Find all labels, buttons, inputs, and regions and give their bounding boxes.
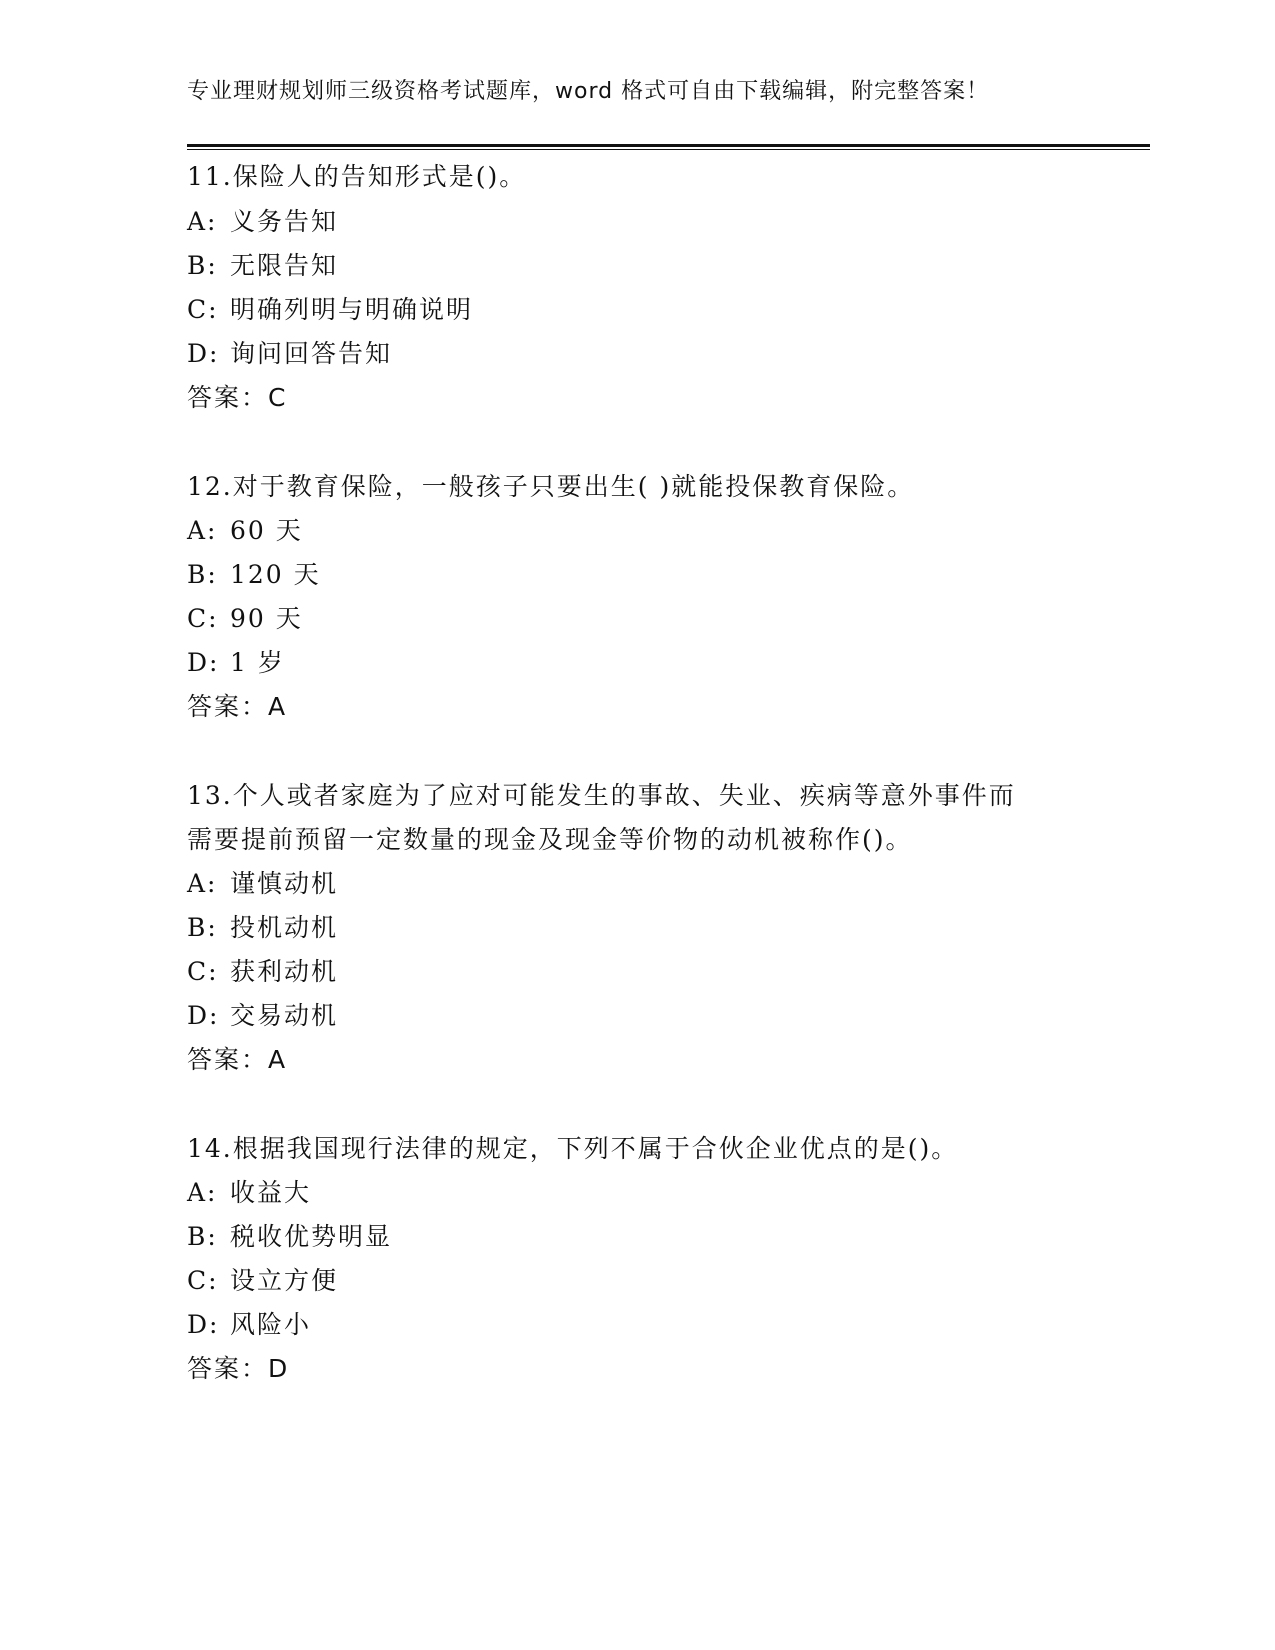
option-text: 税收优势明显 [230,1222,393,1251]
question-12-option-b [187,560,321,590]
option-key: D: [187,339,220,368]
question-11-option-b [187,251,338,281]
option-text: 谨慎动机 [230,869,339,898]
question-11-stem: 11.保险人的告知形式是()。 [187,162,527,191]
question-11-option-a [187,207,338,237]
option-text: 90 天 [230,604,303,633]
question-14-answer: 答案：D [187,1354,290,1383]
option-text: 交易动机 [230,1001,339,1030]
question-13-answer: 答案：A [187,1045,288,1074]
option-key: B: [187,1222,218,1251]
option-text: 设立方便 [230,1266,339,1295]
question-13-stem-line-2: 需要提前预留一定数量的现金及现金等价物的动机被称作()。 [187,825,913,854]
option-text: 风险小 [230,1310,312,1339]
option-key: A: [187,516,218,545]
option-key: C: [187,957,219,986]
option-text: 投机动机 [230,913,339,942]
option-key: A: [187,869,218,898]
question-12-option-a [187,516,303,546]
option-key: C: [187,604,219,633]
option-key: C: [187,295,219,324]
question-12-option-c [187,604,303,634]
question-13-option-b [187,913,338,943]
option-text: 义务告知 [230,207,339,236]
question-12-answer: 答案：A [187,692,288,721]
question-14-stem: 14.根据我国现行法律的规定，下列不属于合伙企业优点的是()。 [187,1134,959,1163]
question-11-option-d [187,339,392,369]
question-13-option-d [187,1001,338,1031]
option-text: 获利动机 [230,957,339,986]
question-14-option-d [187,1310,311,1340]
option-text: 明确列明与明确说明 [230,295,474,324]
option-key: C: [187,1266,219,1295]
page-header: 专业理财规划师三级资格考试题库，word 格式可自由下载编辑，附完整答案！ [187,79,990,104]
question-12-stem: 12.对于教育保险，一般孩子只要出生( )就能投保教育保险。 [187,472,915,501]
option-key: A: [187,207,218,236]
option-key: B: [187,560,218,589]
question-14-option-a [187,1178,311,1208]
question-13-option-c [187,957,338,987]
option-key: B: [187,251,218,280]
question-11-option-c [187,295,473,325]
question-14-option-b [187,1222,392,1252]
option-text: 询问回答告知 [230,339,393,368]
question-11-answer: 答案：C [187,383,288,412]
question-12-option-d [187,648,285,678]
question-14-option-c [187,1266,338,1296]
option-key: B: [187,913,218,942]
option-key: D: [187,1310,220,1339]
option-text: 60 天 [230,516,303,545]
option-text: 收益大 [230,1178,312,1207]
option-key: D: [187,1001,220,1030]
option-text: 1 岁 [230,648,285,677]
option-text: 120 天 [230,560,321,589]
question-13-stem-line-1: 13.个人或者家庭为了应对可能发生的事故、失业、疾病等意外事件而 [187,781,1016,810]
option-text: 无限告知 [230,251,339,280]
option-key: D: [187,648,220,677]
option-key: A: [187,1178,218,1207]
question-13-option-a [187,869,338,899]
header-rule-thick [187,144,1150,147]
header-rule-thin [187,149,1150,150]
